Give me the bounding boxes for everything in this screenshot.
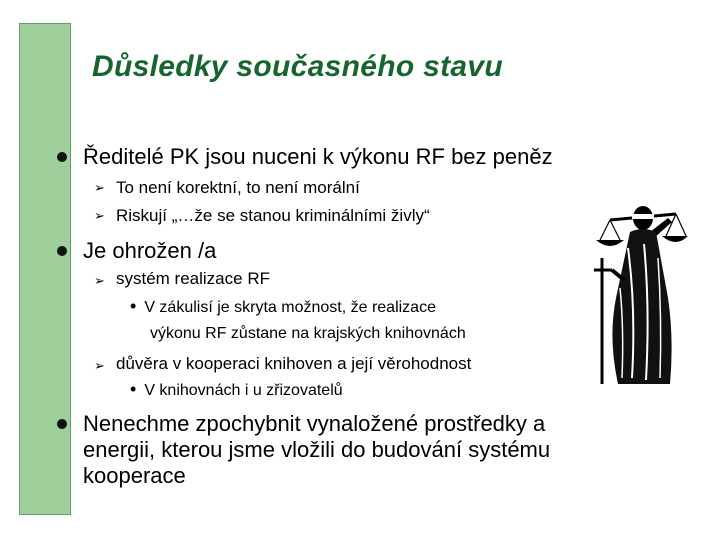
small-dot-bullet-icon: •: [130, 379, 137, 399]
round-bullet-icon: [57, 246, 67, 256]
bullet-item-3-line1: Nenechme zpochybnit vynaložené prostředky a: [83, 411, 546, 436]
bullet-item-2: Je ohrožen /a: [83, 238, 217, 263]
justice-statue-icon: [588, 188, 688, 388]
bullet-item-3-line2: energii, kterou jsme vložili do budování systému: [83, 437, 551, 462]
subsubitem-2-1-1-cont: výkonu RF zůstane na krajských knihovnách: [150, 325, 466, 342]
side-accent-bar: [19, 23, 71, 515]
arrow-bullet-icon: ➢: [94, 181, 105, 196]
round-bullet-icon: [57, 419, 67, 429]
arrow-bullet-icon: ➢: [94, 274, 105, 289]
slide-title: Důsledky současného stavu: [92, 50, 503, 83]
subsubitem-2-1-1-line1: V zákulisí je skryta možnost, že realizace: [144, 299, 436, 316]
arrow-bullet-icon: ➢: [94, 359, 105, 374]
round-bullet-icon: [57, 152, 67, 162]
subitem-1-2: Riskují „…že se stanou kriminálními živly“: [116, 206, 430, 225]
subitem-2-2: důvěra v kooperaci knihoven a její věrohodnost: [116, 354, 472, 373]
subitem-1-1: To není korektní, to není morální: [116, 178, 360, 197]
subitem-2-1: systém realizace RF: [116, 269, 270, 288]
bullet-item-1: Ředitelé PK jsou nuceni k výkonu RF bez peněz: [83, 144, 553, 169]
subsubitem-2-2-1-line1: V knihovnách i u zřizovatelů: [144, 382, 343, 399]
bullet-item-3-line3: kooperace: [83, 463, 186, 488]
subsubitem-2-1-1: [130, 294, 436, 320]
arrow-bullet-icon: ➢: [94, 209, 105, 224]
subsubitem-2-2-1: [130, 377, 343, 403]
small-dot-bullet-icon: •: [130, 296, 137, 316]
